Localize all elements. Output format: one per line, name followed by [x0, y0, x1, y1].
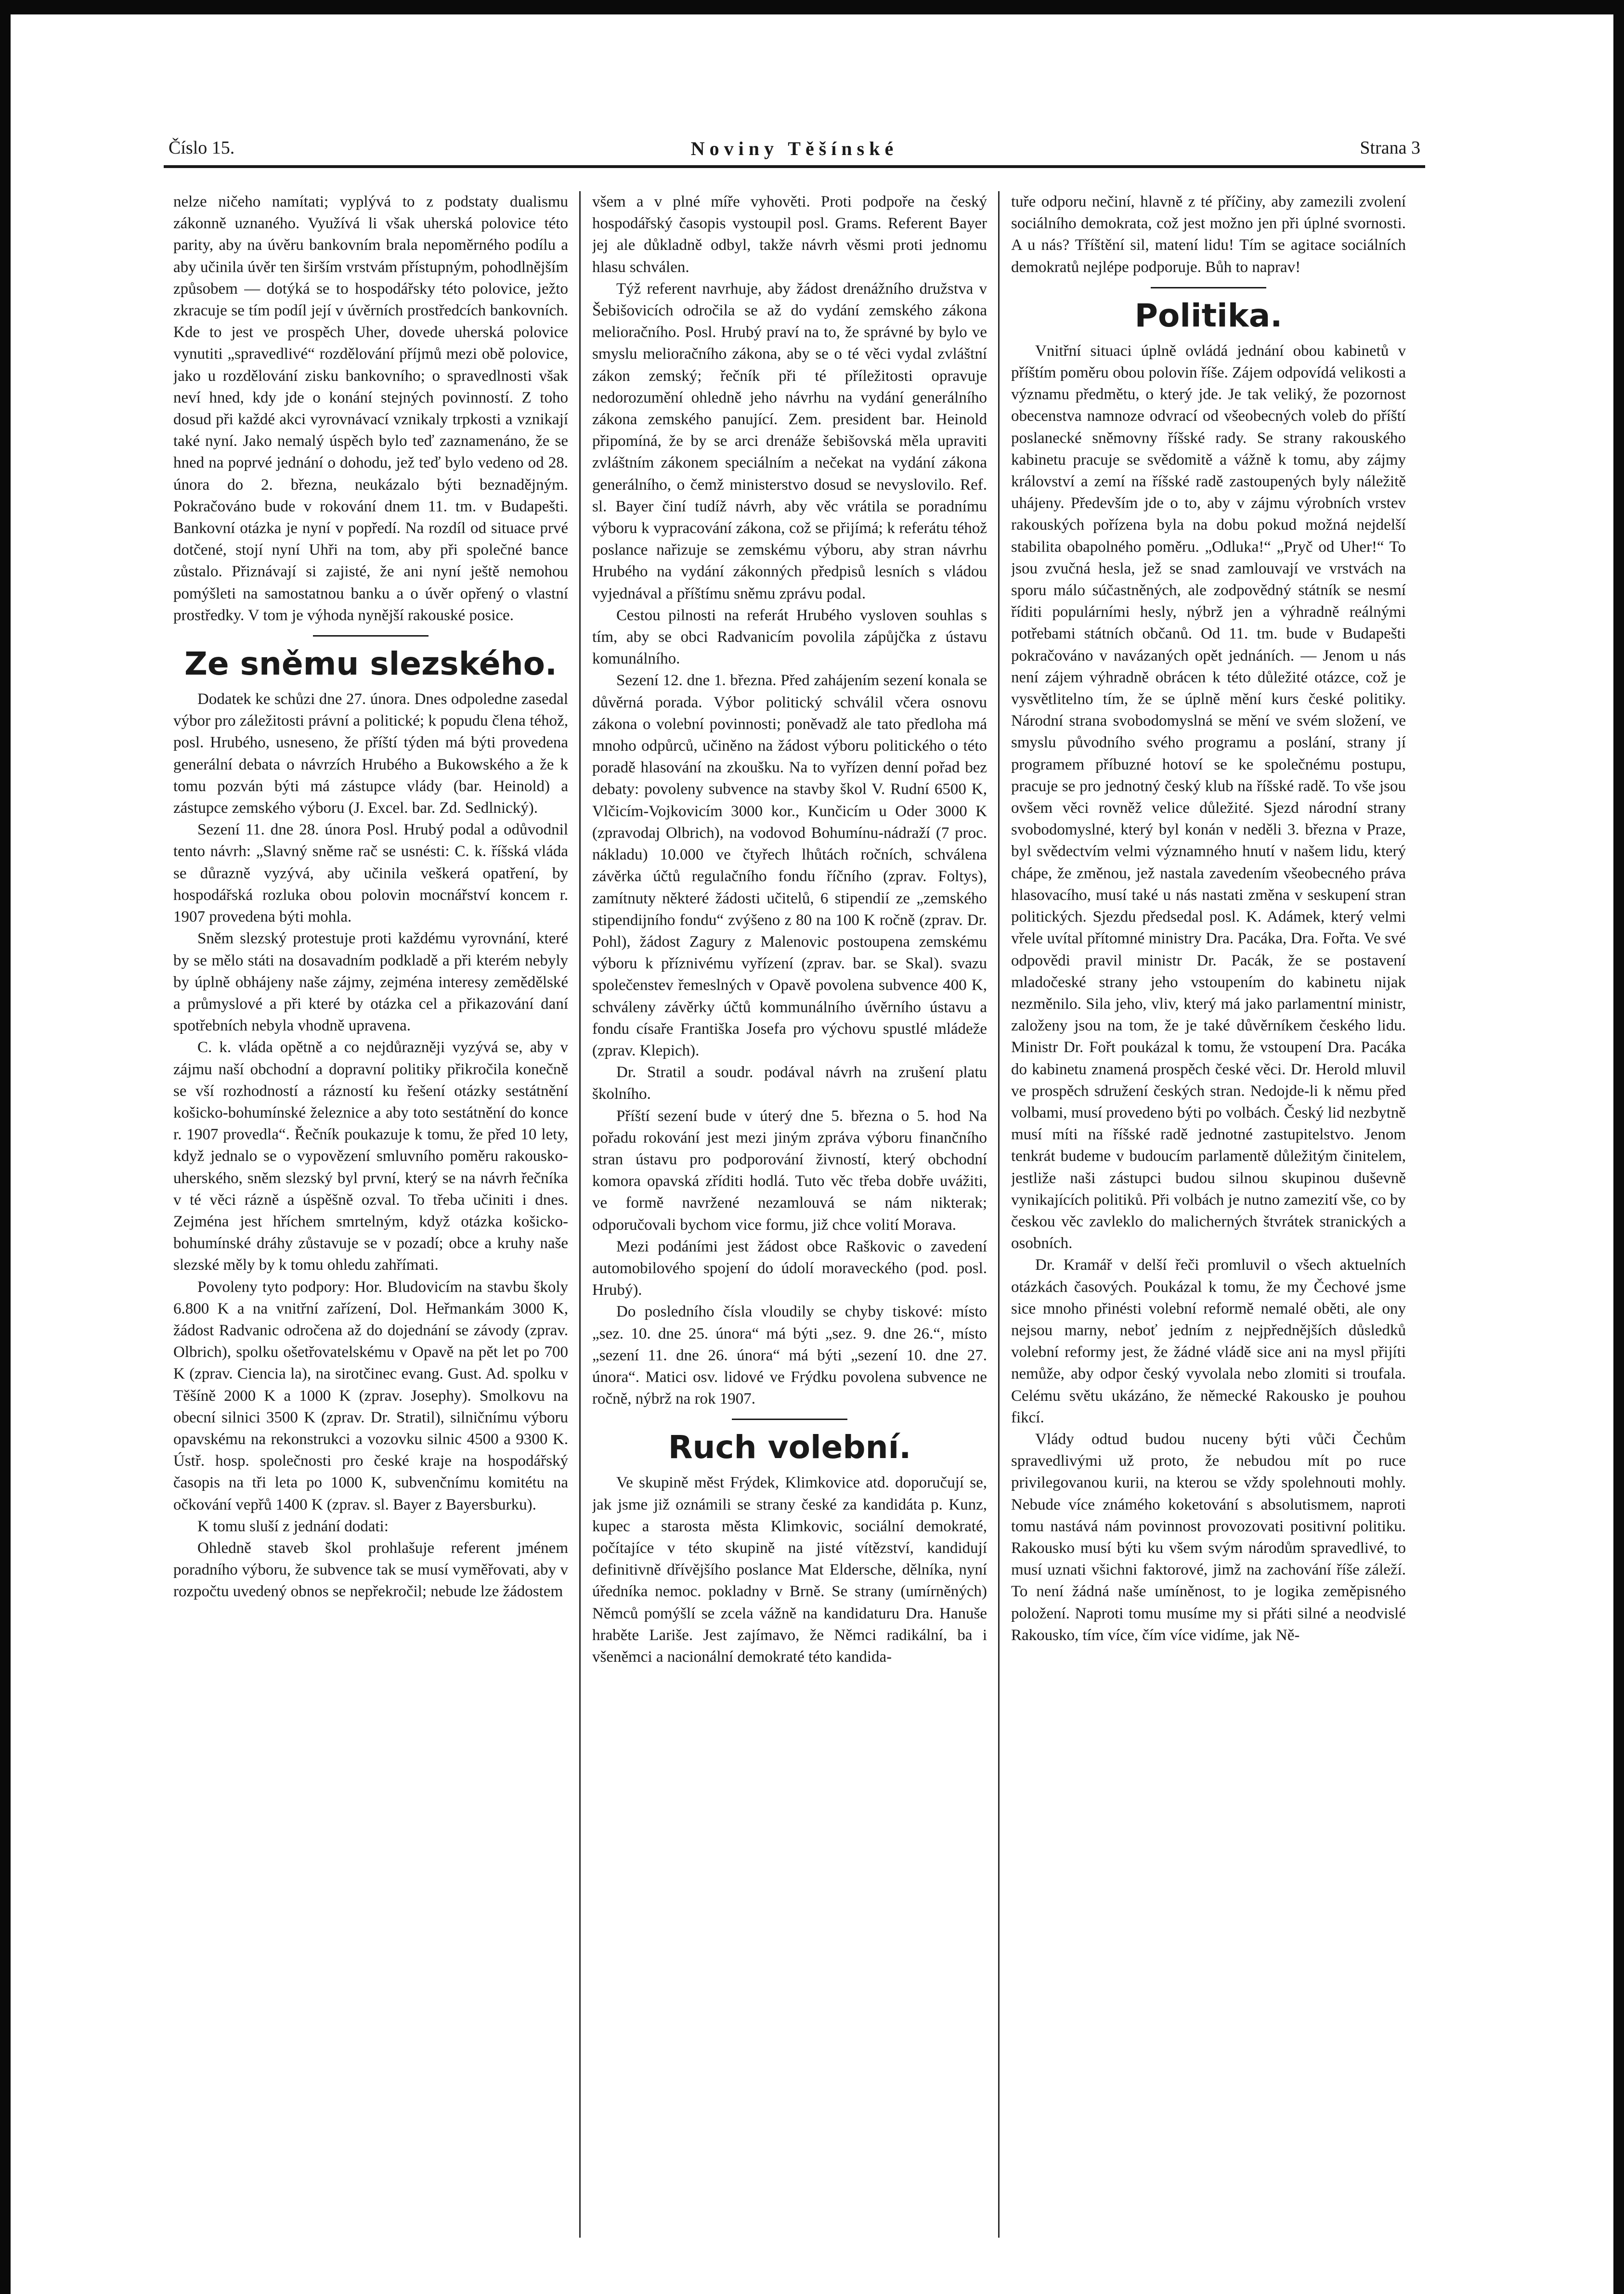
column-divider: [998, 191, 1000, 2238]
article-paragraph: Sezení 11. dne 28. února Posl. Hrubý podal a odůvodnil tento návrh: „Slavný sněme rač se usnésti: C. k. říšská vláda se důrazně vyzývá, aby učinila veškerá opatření, by hospodářská rozluka obou polovin mocnářství koncem r. 1907 provedena býti mohla.: [173, 821, 568, 926]
article-paragraph: Týž referent navrhuje, aby žádost drenážního družstva v Šebišovicích odročila se až do vydání zemského zákona melioračního. Posl. Hrubý praví na to, že správné by bylo ve smyslu melioračního zákona, aby se o té věci vydal zvláštní zákon zemský; řečník při té příležitosti opravuje nedorozumění ohledně jeho návrhu na vydání generálního zákona zemského panující. Zem. president bar. Heinold připomíná, že by se arci drenáže šebišovská měla upraviti zvláštním zákonem speciálním a nečekat na vydání zákona generálního, o čemž ministerstvo dosud se nevyslovilo. Ref. sl. Bayer činí tudíž návrh, aby věc vrátila se poradnímu výboru k vypracování zákona, což se přijímá; k referátu téhož poslance nařizuje se zemskému výboru, aby stran návrhu Hrubého na vydání zákonných předpisů lesních s vládou vyjednával a příštímu sněmu zprávu podal.: [592, 280, 987, 602]
section-title-politika: Politika.: [1134, 297, 1283, 334]
article-paragraph: Ohledně staveb škol prohlašuje referent jménem poradního výboru, že subvence tak se musí vyměřovati, aby v rozpočtu uvedený obnos se nepřekročil; nebude lze žádostem: [173, 1539, 568, 1601]
page-header: [164, 137, 1425, 166]
page-number: Strana 3: [1360, 138, 1420, 158]
column-2: [592, 191, 987, 2238]
scan-left-edge: [0, 0, 11, 2294]
article-paragraph: Dr. Stratil a soudr. podával návrh na zrušení platu školního.: [592, 1064, 987, 1103]
text-columns: [173, 191, 1420, 2242]
newspaper-title: Noviny Těšínské: [690, 138, 898, 159]
scan-top-edge: [0, 0, 1624, 14]
section-title-snem: Ze sněmu slezského.: [184, 645, 558, 683]
article-paragraph: Vlády odtud budou nuceny býti vůči Čechům spravedlivými už proto, že nebudou mít po ruce privilegovanou kurii, na kterou se vždy spolehnouti mohly. Nebude více známého koketování s absolutismem, naproti tomu nastává nám povinnost provozovati positivní politiku. Rakousko musí býti ku všem svým národům spravedlivé, to musí uznati všichni faktorové, jimž na zachování říše záleží. To není žádná naše umíněnost, to je logika zeměpisného položení. Naproti tomu musíme my si přáti silné a neodvislé Rakousko, tím více, čím více vidíme, jak Ně-: [1011, 1430, 1406, 1644]
article-paragraph: Dr. Kramář v delší řeči promluvil o všech aktuelních otázkách časových. Poukázal k tomu, že my Čechové jsme sice mnoho přinésti volební reformě nemalé oběti, ale ony nejsou marny, neboť jedním z nejpřednějších důsledků volební reformy jest, že žádné vládě sice ani na mysl přijíti nemůže, aby odpor český vyvolala nebo zlomiti si troufala. Celému světu ukázáno, že německé Rakousko je pouhou fikcí.: [1011, 1256, 1406, 1426]
article-paragraph: Do posledního čísla vloudily se chyby tiskové: místo „sez. 10. dne 25. února“ má býti „sez. 9. dne 26.“, místo „sezení 11. dne 26. února“ má býti „sezení 10. dne 27. února“. Matici osv. lidové ve Frýdku povolena subvence ne ročně, nýbrž na rok 1907.: [592, 1303, 987, 1408]
article-paragraph: Povoleny tyto podpory: Hor. Bludovicím na stavbu školy 6.800 K a na vnitřní zařízení, Dol. Heřmankám 3000 K, žádost Radvanic odročena až do dojednání se závody (zprav. Olbrich), spolku ošetřovatelskému v Opavě na pět let po 700 K (zprav. Ciencia la), na sirotčinec evang. Gust. Ad. spolku v Těšíně 2000 K a 1000 K (zprav. Josephy). Smolkovu na obecní silnici 3500 K (zprav. Dr. Stratil), silničnímu výboru opavskému na rekonstrukci a vozovku silnic 4500 a 9300 K. Ústř. hosp. společnosti pro české kraje na hospodářský časopis na tři leta po 1000 K, subvenčnímu komitétu na očkování vepřů 1400 K (zprav. sl. Bayer z Bayersburku).: [173, 1278, 568, 1513]
column-divider: [579, 191, 581, 2238]
article-paragraph: Dodatek ke schůzi dne 27. února. Dnes odpoledne zasedal výbor pro záležitosti právní a politické; k popudu člena téhož, posl. Hrubého, usneseno, že příští týden má býti provedena generální debata o návrzích Hrubého a Bukowského a že k tomu pozván býti má zástupce vlády (bar. Heinold) a zástupce zemského výboru (J. Excel. bar. Zd. Sedlnický).: [173, 691, 568, 817]
article-paragraph: tuře odporu nečiní, hlavně z té příčiny, aby zamezili zvolení sociálního demokrata, což jest možno jen při úplné svornosti. A u nás? Tříštění sil, matení lidu! Tím se agitace sociálních demokratů nejlépe podporuje. Bůh to naprav!: [1011, 193, 1406, 276]
article-paragraph: Sněm slezský protestuje proti každému vyrovnání, které by se mělo státi na dosavadním podkladě a při kterém nebyly by úplně obhájeny naše zájmy, zejména interesy zemědělské a průmyslové a při které by otázka cel a přikazování daní spotřebních nebyla vhodně upravena.: [173, 930, 568, 1035]
article-paragraph: C. k. vláda opětně a co nejdůrazněji vyzývá se, aby v zájmu naší obchodní a dopravní politiky přikročila konečně se vší rozhodností a rázností ku řešení otázky sestátnění košicko-bohumínské železnice a aby toto sestátnění do konce r. 1907 provedla“. Řečník poukazuje k tomu, že před 10 lety, když jednalo se o vypovězení smluvního poměru rakousko-uherského, sněm slezský byl první, který se na návrh řečníka v té věci rázně a úspěšně ozval. To třeba učiniti i dnes. Zejména jest hříchem smrtelným, když otázka košicko-bohumínské dráhy zůstavuje se v pozadí; obce a kruhy naše slezské měly by k tomu ohledu zahřímati.: [173, 1039, 568, 1274]
section-title-ruch: Ruch volební.: [668, 1429, 911, 1466]
article-paragraph: K tomu sluší z jednání dodati:: [197, 1517, 389, 1535]
section-rule: [1151, 287, 1266, 288]
newspaper-page: [164, 137, 1425, 1666]
article-paragraph: Cestou pilnosti na referát Hrubého vysloven souhlas s tím, aby se obci Radvanicím povolila zápůjčka z ústavu komunálního.: [592, 606, 987, 668]
section-rule: [732, 1419, 847, 1420]
article-paragraph: nelze ničeho namítati; vyplývá to z podstaty dualismu zákonně uznaného. Využívá li však uherská polovice této parity, aby na úvěru bankovním brala nepoměrného podílu a aby učinila úvěr ten širším vrstvám přístupným, pohodlnějším způsobem — dotýká se to hospodářsky této polovice, ježto zkracuje se tím podíl její v úvěrních prostředcích bankovních. Kde to jest ve prospěch Uher, dovede uherská polovice vynutiti „spravedlivé“ rozdělování příjmů mezi obě polovice, jako u rozdělování zisku bankovního; o spravedlnosti však neví hned, kdy jde o konání stejných povinností. Z toho dosud při každé akci vyrovnávací vznikaly trpkosti a vznikají také nyní. Jako nemalý úspěch bylo teď zaznamenáno, že se hned na poprvé jednání o dohodu, jež teď bylo vedeno od 28. února do 2. března, neukázalo býti beznadějným. Pokračováno bude v rokování dnem 11. tm. v Budapešti. Bankovní otázka je nyní v popředí. Na rozdíl od situace prvé dotčené, stojí nyní Uhři na tom, aby při společné bance zůstalo. Přiznávají si zajisté, že ani nyní ještě nemohou pomýšleti na samostatnou banku a o úvěr opřený o vlastní prostředky. V tom je výhoda nynější rakouské posice.: [173, 193, 568, 624]
column-1: [173, 191, 568, 2238]
article-paragraph: Příští sezení bude v úterý dne 5. března o 5. hod Na pořadu rokování jest mezi jiným zpráva výboru finančního stran ústavu pro podporování živností, který obchodní komora opavská zříditi hodlá. Tuto věc třeba dobře uvážiti, ve formě navržené nezamlouvá se nám nikterak; odporučovali bychom vice formu, již chce volití Morava.: [592, 1107, 987, 1234]
article-paragraph: všem a v plné míře vyhověti. Proti podpoře na český hospodářský časopis vystoupil posl. Grams. Referent Bayer jej ale důkladně odbyl, takže návrh věsmi proti jednomu hlasu schválen.: [592, 193, 987, 276]
column-3: [1011, 191, 1406, 2238]
scan-right-edge: [1613, 0, 1624, 2294]
issue-number: Číslo 15.: [169, 138, 235, 158]
article-paragraph: Sezení 12. dne 1. března. Před zahájením sezení konala se důvěrná porada. Výbor politický schválil včera osnovu zákona o volební povinnosti; poněvadž ale tato předloha má mnoho odpůrců, učiněno na žádost výboru politického o této poradě hlasování na zkoušku. Na to vyřízen denní pořad bez debaty: povoleny subvence na stavby škol V. Rudní 6500 K, Vlčicím-Vojkovicím 3000 kor., Kunčicím u Oder 3000 K (zpravodaj Olbrich), na vodovod Bohumínu-nádraží (7 proc. nákladu) 10.000 ve čtyřech lhůtách ročních, schválena závěrka účtů regulačního fondu říčního (zprav. Foltys), zamítnuty některé žádosti učitelů, 6 stipendií ze „zemského stipendijního fondu“ zvýšeno z 80 na 100 K ročně (zprav. Dr. Pohl), žádost Zagury z Malenovic postoupena zemskému výboru k příznivému vyřízení (zprav. bar. se Skal). svazu společenstev řemeslných v Opavě povolena subvence 400 K, schváleny závěrky účtů kommunálního úvěrního ústavu a fondu císaře Františka Josefa pro výchovu spustlé mládeže (zprav. Klepich).: [592, 672, 987, 1059]
article-paragraph: Mezi podáními jest žádost obce Raškovic o zavedení automobilového spojení do údolí moraveckého (pod. posl. Hrubý).: [592, 1238, 987, 1299]
section-rule: [313, 635, 429, 637]
article-paragraph: Ve skupině měst Frýdek, Klimkovice atd. doporučují se, jak jsme již oznámili se strany české za kandidáta p. Kunz, kupec a starosta města Klimkovic, sociální demokraté, počítajíce v této skupině na jisté vítězství, kandidují definitivně dřívějšího poslance Mat Eldersche, dělníka, nyní úředníka nemoc. pokladny v Brně. Se strany (umírněných) Němců pomýšlí se zcela vážně na kandidaturu Dra. Hanuše hraběte Lariše. Jest zajímavo, že Němci radikální, ba i všeněmci a nacionální demokraté této kandida-: [592, 1474, 987, 1666]
header-rule: [164, 165, 1425, 168]
article-paragraph: Vnitřní situaci úplně ovládá jednání obou kabinetů v příštím poměru obou polovin říše. Zájem odpovídá velikosti a významu předmětu, o který jde. Je tak veliký, že pozornost obecenstva namnoze odvrací od všeobecných voleb do příští poslanecké sněmovny říšské rady. Se strany rakouského kabinetu pracuje se svědomitě a vážně k tomu, aby zájmy království a zemí na říšské radě zastoupených byly náležitě uhájeny. Především jde o to, aby v zájmu výrobních vrstev rakouských pořízena byla na dobu pokud možná nejdelší stabilita obapolného poměru. „Odluka!“ „Pryč od Uher!“ To jsou zvučná hesla, jež se snad zamlouvají ve vrstvách na sporu málo súčastněných, ale zodpovědný státník se nesmí říditi populárními hesly, nýbrž jen a výhradně reálnými potřebami státních občanů. Od 11. tm. bude v Budapešti pokračováno v navázaných opět jednáních. — Jenom u nás není zájem výhradně obrácen k této důležité otázce, což je vysvětlitelno tím, že se úplně mění kurs české politiky. Národní strana svobodomyslná se mění ve svém složení, ve smyslu původního svého programu a poslání, strany jí programem příbuzné hotoví se ke společnému postupu, pracuje se pro jednotný český klub na říšské radě. To vše jsou ovšem věci rovněž velice důležité. Sjezd národní strany svobodomyslné, který byl konán v neděli 3. března v Praze, byl svědectvím velmi významného hnutí v našem lidu, který chápe, že změnou, jež nastala zavedením všeobecného práva hlasovacího, musí také u nás nastati změna v seskupení stran politických. Sjezdu předsedal posl. K. Adámek, který velmi vřele uvítal přítomné ministry Dra. Pacáka, Dra. Fořta. Ve své odpovědi pravil ministr Dr. Pacák, že se postavení mladočeské strany jeho vstoupením do kabinetu nijak nezměnilo. Sila jeho, vliv, který má jako parlamentní ministr, založeny jsou na tom, že je také důvěrníkem českého lidu. Ministr Dr. Fořt poukázal k tomu, že vstoupení Dra. Pacáka do kabinetu znamená prospěch české věci. Dr. Herold mluvil ve prospěch sdružení českých stran. Nedojde-li k němu před volbami, musí provedeno býti po volbách. Český lid nezbytně musí míti na říšské radě jednotné zastupitelstvo. Jenom tenkrát budeme v budoucím parlamentě důležitým činitelem, jestliže naši zástupci budou silnou skupinou duševně vynikajících politiků. Při volbách je nutno zamezití vše, co by českou věc zavleklo do malicherných štvrátek stranických a osobních.: [1011, 342, 1406, 1252]
